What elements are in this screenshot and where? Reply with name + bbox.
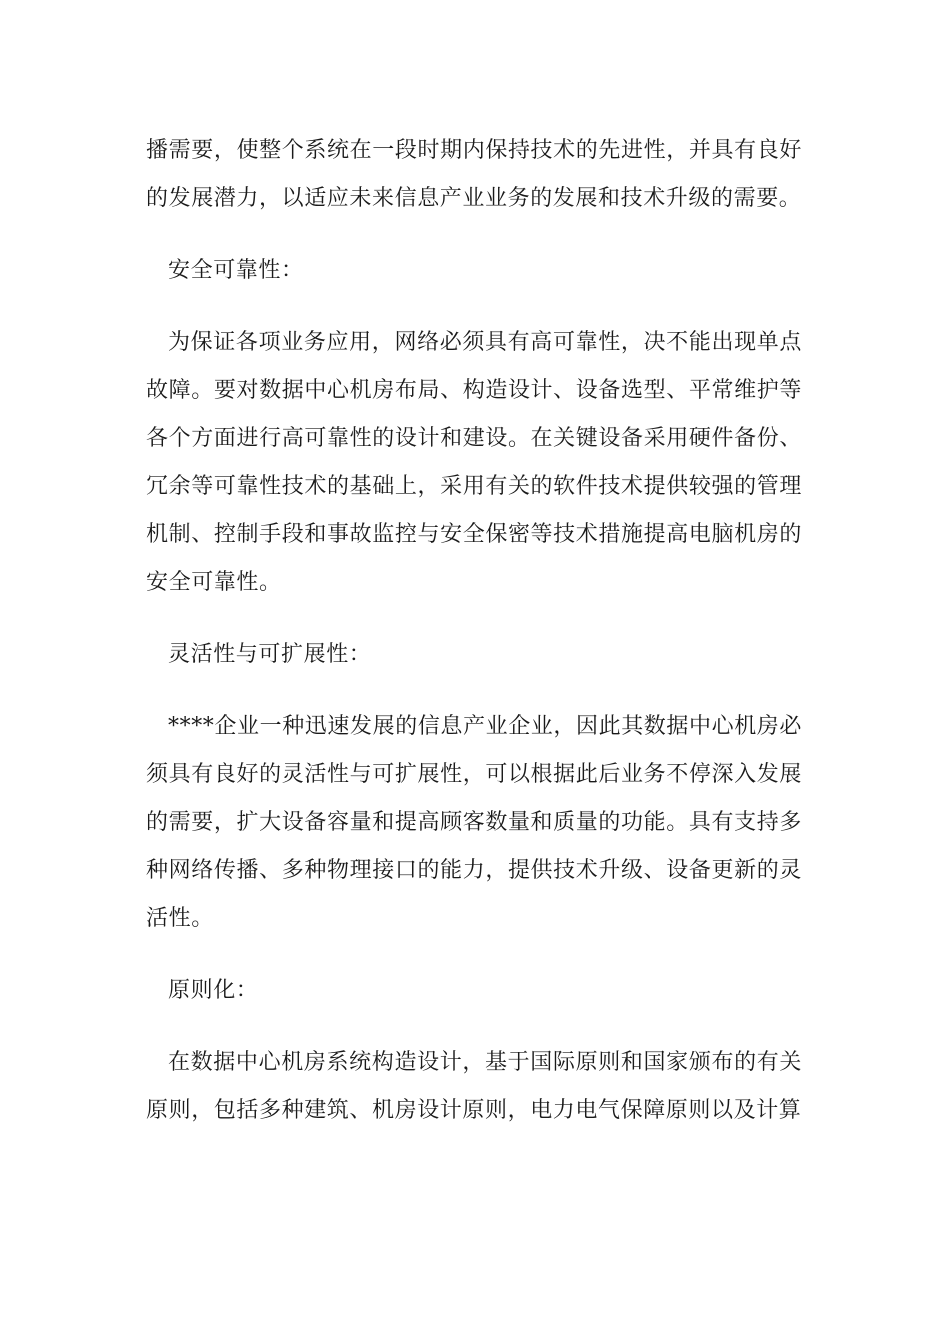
paragraph-gap: [146, 1015, 802, 1039]
paragraph-flexibility-scalability: ****企业一种迅速发展的信息产业企业，因此其数据中心机房必须具有良好的灵活性与可扩展性，可以根据此后业务不停深入发展的需要，扩大设备容量和提高顾客数量和质量的功能。具有支持多种网络传播、多种物理接口的能力，提供技术升级、设备更新的灵活性。: [146, 714, 803, 931]
paragraph-gap: [146, 295, 802, 319]
heading-standardization: 原则化：: [168, 978, 259, 1003]
heading-safety-reliability: 安全可靠性：: [168, 258, 304, 283]
document-body: [146, 127, 802, 1135]
paragraph-standardization: 在数据中心机房系统构造设计，基于国际原则和国家颁布的有关原则，包括多种建筑、机房设计原则，电力电气保障原则以及计算: [146, 1050, 802, 1123]
paragraph-gap: [146, 943, 802, 967]
paragraph-safety-reliability: 为保证各项业务应用，网络必须具有高可靠性，决不能出现单点故障。要对数据中心机房布局、构造设计、设备选型、平常维护等各个方面进行高可靠性的设计和建设。在关键设备采用硬件备份、冗余等可靠性技术的基础上，采用有关的软件技术提供较强的管理机制、控制手段和事故监控与安全保密等技术措施提高电脑机房的安全可靠性。: [146, 330, 802, 595]
paragraph-gap: [146, 679, 802, 703]
paragraph-gap: [146, 223, 802, 247]
paragraph-gap: [146, 607, 802, 631]
heading-flexibility-scalability: 灵活性与可扩展性：: [168, 642, 372, 667]
paragraph-continuation: 播需要，使整个系统在一段时期内保持技术的先进性，并具有良好的发展潜力，以适应未来信息产业业务的发展和技术升级的需要。: [146, 138, 802, 211]
